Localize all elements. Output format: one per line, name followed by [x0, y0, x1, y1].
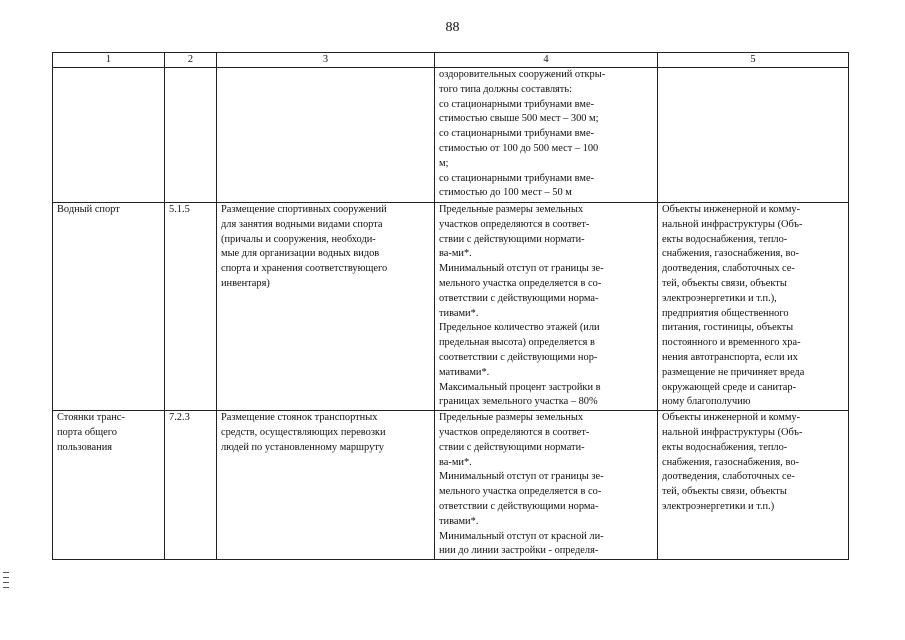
regulations-table [52, 52, 849, 560]
text-line: электроэнергетики и т.п.) [662, 500, 775, 512]
scan-edge-marks [3, 572, 9, 596]
text-line: Объекты инженерной и комму- [662, 204, 801, 215]
text-line: доотведения, слаботочных се- [662, 471, 795, 483]
use-type-cell [53, 411, 165, 560]
text-line: снабжения, газоснабжения, во- [662, 456, 799, 468]
text-line: окружающей среде и санитар- [662, 381, 797, 393]
text-line: Максимальный процент застройки в [439, 381, 601, 393]
text-line: (причалы и сооружения, необходи- [221, 233, 376, 245]
text-line: того типа должны составлять: [439, 83, 572, 95]
use-type-cell [53, 203, 165, 411]
text-line: нальной инфраструктуры (Объ- [662, 218, 803, 230]
text-line: участков определяются в соответ- [439, 218, 590, 230]
column-header-2: 2 [165, 53, 217, 68]
text-line: границах земельного участка – 80% [439, 396, 598, 408]
table-row [53, 68, 849, 203]
text-line: для занятия водными видами спорта [221, 218, 383, 230]
text-line: Водный спорт [57, 204, 120, 215]
text-line: стимостью свыше 500 мест – 300 м; [439, 113, 599, 125]
text-line: ствии с действующими нормати- [439, 233, 585, 245]
text-line: со стационарными трибунами вме- [439, 98, 595, 110]
description-cell [217, 68, 435, 203]
auxiliary-uses-cell [658, 203, 849, 411]
text-line: Стоянки транс- [57, 412, 125, 424]
auxiliary-uses-cell [658, 411, 849, 560]
column-header-1: 1 [53, 53, 165, 68]
description-cell [217, 411, 435, 560]
text-line: тей, объекты связи, объекты [662, 486, 787, 498]
code-cell [165, 203, 217, 411]
text-line: мельного участка определяется в со- [439, 486, 602, 498]
text-line: со стационарными трибунами вме- [439, 128, 595, 140]
text-line: тей, объекты связи, объекты [662, 277, 787, 289]
text-line: тивами*. [439, 515, 479, 527]
auxiliary-uses-cell [658, 68, 849, 203]
table-header-row [53, 53, 849, 68]
text-line: доотведения, слаботочных се- [662, 263, 795, 275]
text-line: участков определяются в соответ- [439, 426, 590, 438]
text-line: 7.2.3 [169, 412, 190, 424]
column-header-3: 3 [217, 53, 435, 68]
text-line: предприятия общественного [662, 307, 789, 319]
code-cell [165, 68, 217, 203]
text-line: ному благополучию [662, 396, 751, 408]
text-line: предельная высота) определяется в [439, 337, 595, 349]
parameters-cell [435, 68, 658, 203]
text-line: Размещение стоянок транспортных [221, 412, 378, 424]
text-line: Предельные размеры земельных [439, 412, 584, 424]
column-header-5: 5 [658, 53, 849, 68]
text-line: постоянного и временного хра- [662, 337, 801, 349]
text-line: питания, гостиницы, объекты [662, 322, 794, 334]
use-type-cell [53, 68, 165, 203]
text-line: соответствии с действующими нор- [439, 351, 598, 363]
text-line: размещение не причиняет вреда [662, 366, 805, 378]
text-line: инвентаря) [221, 277, 270, 289]
text-line: пользования [57, 441, 113, 453]
text-line: 5.1.5 [169, 204, 190, 215]
text-line: нения автотранспорта, если их [662, 351, 798, 363]
text-line: средств, осуществляющих перевозки [221, 426, 386, 438]
text-line: мельного участка определяется в со- [439, 277, 602, 289]
text-line: Минимальный отступ от границы зе- [439, 263, 604, 275]
text-line: ответствии с действующими норма- [439, 292, 599, 304]
text-line: екты водоснабжения, тепло- [662, 441, 788, 453]
text-line: Минимальный отступ от красной ли- [439, 530, 604, 542]
text-line: Предельное количество этажей (или [439, 322, 600, 334]
text-line: м; [439, 157, 449, 169]
text-line: спорта и хранения соответствующего [221, 263, 388, 275]
table-row [53, 411, 849, 560]
text-line: электроэнергетики и т.п.), [662, 292, 777, 304]
text-line: тивами*. [439, 307, 479, 319]
page-number: 88 [445, 20, 460, 35]
text-line: Минимальный отступ от границы зе- [439, 471, 604, 483]
text-line: Размещение спортивных сооружений [221, 204, 387, 215]
text-line: нии до линии застройки - определя- [439, 545, 599, 557]
code-cell [165, 411, 217, 560]
text-line: оздоровительных сооружений откры- [439, 69, 606, 80]
table-row [53, 203, 849, 411]
text-line: стимостью до 100 мест – 50 м [439, 187, 572, 199]
text-line: екты водоснабжения, тепло- [662, 233, 788, 245]
text-line: со стационарными трибунами вме- [439, 172, 595, 184]
text-line: мые для организации водных видов [221, 248, 380, 260]
text-line: ответствии с действующими норма- [439, 500, 599, 512]
text-line: ва-ми*. [439, 456, 472, 468]
text-line: мативами*. [439, 366, 490, 378]
description-cell [217, 203, 435, 411]
text-line: ва-ми*. [439, 248, 472, 260]
column-header-4: 4 [435, 53, 658, 68]
text-line: порта общего [57, 426, 117, 438]
text-line: Объекты инженерной и комму- [662, 412, 801, 424]
text-line: стимостью от 100 до 500 мест – 100 [439, 142, 599, 154]
text-line: людей по установленному маршруту [221, 441, 384, 453]
parameters-cell [435, 411, 658, 560]
text-line: Предельные размеры земельных [439, 204, 584, 215]
parameters-cell [435, 203, 658, 411]
text-line: нальной инфраструктуры (Объ- [662, 426, 803, 438]
text-line: ствии с действующими нормати- [439, 441, 585, 453]
text-line: снабжения, газоснабжения, во- [662, 248, 799, 260]
